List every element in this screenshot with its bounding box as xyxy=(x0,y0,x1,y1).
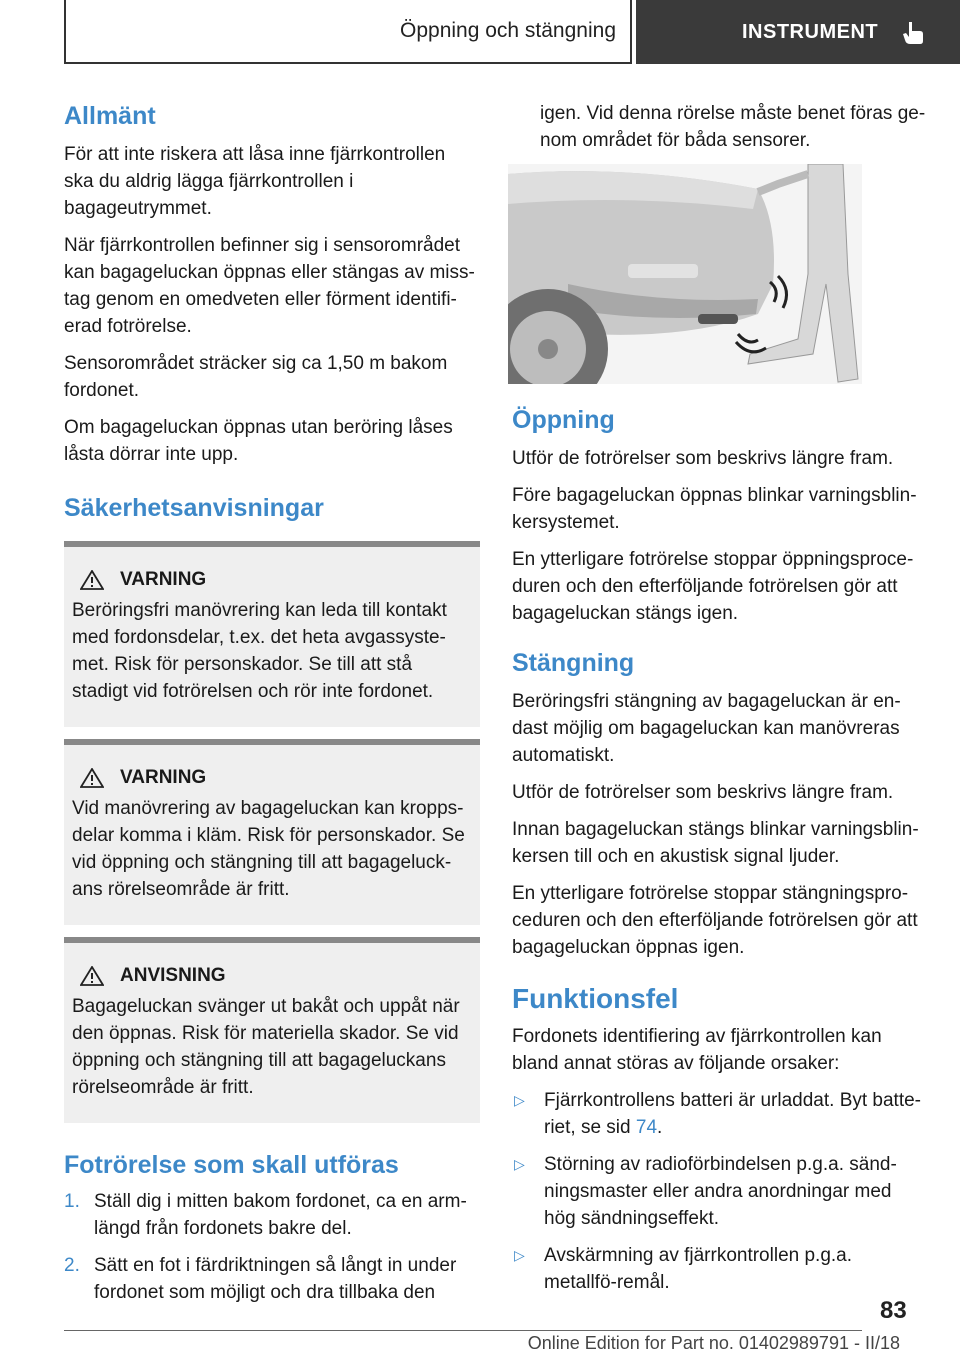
page-link[interactable]: 74 xyxy=(635,1117,658,1138)
pointing-hand-icon xyxy=(900,19,926,45)
opening-heading: Öppning xyxy=(512,406,615,434)
right-column xyxy=(512,100,928,1306)
general-heading: Allmänt xyxy=(64,102,156,130)
page-number: 83 xyxy=(880,1297,907,1324)
foot-movement-heading: Fotrörelse som skall utföras xyxy=(64,1151,399,1179)
list-item: ▷ Fjärrkontrollens batteri är urladdat. Byt batte-riet, se sid 74. xyxy=(512,1087,928,1141)
list-item xyxy=(512,1151,928,1232)
paragraph: En ytterligare fotrörelse stoppar öppningsproce-duren och den efterföljande fotrörelsen gör att bagageluckan stängs igen. xyxy=(512,549,914,624)
warning-title: VARNING xyxy=(120,767,207,788)
paragraph: Utför de fotrörelser som beskrivs längre fram. xyxy=(512,448,894,469)
fault-heading: Funktionsfel xyxy=(512,983,679,1014)
paragraph: Om bagageluckan öppnas utan beröring låses låsta dörrar inte upp. xyxy=(64,417,453,465)
paragraph: Innan bagageluckan stängs blinkar varningsblin-kersen till och en akustisk signal ljuder. xyxy=(512,819,919,867)
paragraph: En ytterligare fotrörelse stoppar stängningspro-ceduren och den efterföljande fotrörelsen gör att bagageluckan öppnas igen. xyxy=(512,883,918,958)
step-text: Ställ dig i mitten bakom fordonet, ca en arm-längd från fordonets bakre del. xyxy=(94,1191,467,1239)
paragraph: Före bagageluckan öppnas blinkar varningsblin-kersystemet. xyxy=(512,485,917,533)
notice-title: ANVISNING xyxy=(120,965,226,986)
section-title: Öppning och stängning xyxy=(400,19,616,42)
bullet-text: Fjärrkontrollens batteri är urladdat. Byt batte-riet, se sid xyxy=(544,1090,922,1138)
paragraph: Beröringsfri stängning av bagageluckan är en-dast möjlig om bagageluckan kan manövreras automatiskt. xyxy=(512,691,901,766)
fault-list xyxy=(512,1087,928,1296)
bullet-text: Avskärmning av fjärrkontrollen p.g.a. metallfö-remål. xyxy=(544,1245,853,1293)
paragraph: igen. Vid denna rörelse måste benet föras ge-nom området för båda sensorer. xyxy=(540,103,926,151)
closing-heading: Stängning xyxy=(512,649,635,677)
warning-title: VARNING xyxy=(120,569,207,590)
warning-icon xyxy=(80,570,104,590)
notice-text: Bagageluckan svänger ut bakåt och uppåt när den öppnas. Risk för materiella skador. Se vid öppning och stängning till att bagageluckans rörelseområde är fritt. xyxy=(72,996,460,1098)
list-item xyxy=(64,1188,480,1242)
footer-divider xyxy=(64,1330,862,1331)
step-number: 1. xyxy=(64,1191,80,1212)
paragraph: Sensorområdet sträcker sig ca 1,50 m bakom fordonet. xyxy=(64,353,448,401)
warning-text: Vid manövrering av bagageluckan kan kropps-delar komma i kläm. Risk för personskador. Se vid öppning och stängning till att bagageluck-ans rörelseområde är fritt. xyxy=(72,798,465,900)
bullet-triangle-icon: ▷ xyxy=(514,1092,525,1108)
bullet-triangle-icon: ▷ xyxy=(514,1247,525,1263)
section-tab xyxy=(64,0,632,64)
paragraph: Fordonets identifiering av fjärrkontrollen kan bland annat störas av följande orsaker: xyxy=(512,1026,882,1074)
warning-box xyxy=(64,541,480,727)
bullet-text: Störning av radioförbindelsen p.g.a. sänd-ningsmaster eller andra anordningar med hög sändningseffekt. xyxy=(544,1154,897,1229)
edition-info: Online Edition for Part no. 01402989791 - II/18 xyxy=(527,1333,900,1353)
warning-box xyxy=(64,739,480,925)
warning-icon xyxy=(80,768,104,788)
step-text: Sätt en fot i färdriktningen så långt in under fordonet som möjligt och dra tillbaka den xyxy=(94,1255,457,1303)
list-item xyxy=(512,1242,928,1296)
steps-list xyxy=(64,1188,480,1306)
safety-heading: Säkerhetsanvisningar xyxy=(64,494,324,522)
list-item xyxy=(64,1252,480,1306)
car-rear-foot-sensor-illustration xyxy=(508,164,862,384)
paragraph: För att inte riskera att låsa inne fjärrkontrollen ska du aldrig lägga fjärrkontrollen i bagageutrymmet. xyxy=(64,144,446,219)
notice-box xyxy=(64,937,480,1123)
bullet-triangle-icon: ▷ xyxy=(514,1156,525,1172)
chapter-title: INSTRUMENT xyxy=(742,20,879,43)
paragraph: När fjärrkontrollen befinner sig i sensorområdet kan bagageluckan öppnas eller stängas av miss-tag genom en omedveten eller förment identifi-erad fotrörelse. xyxy=(64,235,475,337)
left-column xyxy=(64,102,480,1316)
step-number: 2. xyxy=(64,1255,80,1276)
chapter-tab xyxy=(636,0,960,64)
page-header xyxy=(64,0,960,66)
warning-icon xyxy=(80,966,104,986)
warning-text: Beröringsfri manövrering kan leda till kontakt med fordonsdelar, t.ex. det heta avgassyste-met. Risk för personskador. Se till att stå stadigt vid fotrörelsen och rör inte fordonet. xyxy=(72,600,447,702)
paragraph: Utför de fotrörelser som beskrivs längre fram. xyxy=(512,782,894,803)
